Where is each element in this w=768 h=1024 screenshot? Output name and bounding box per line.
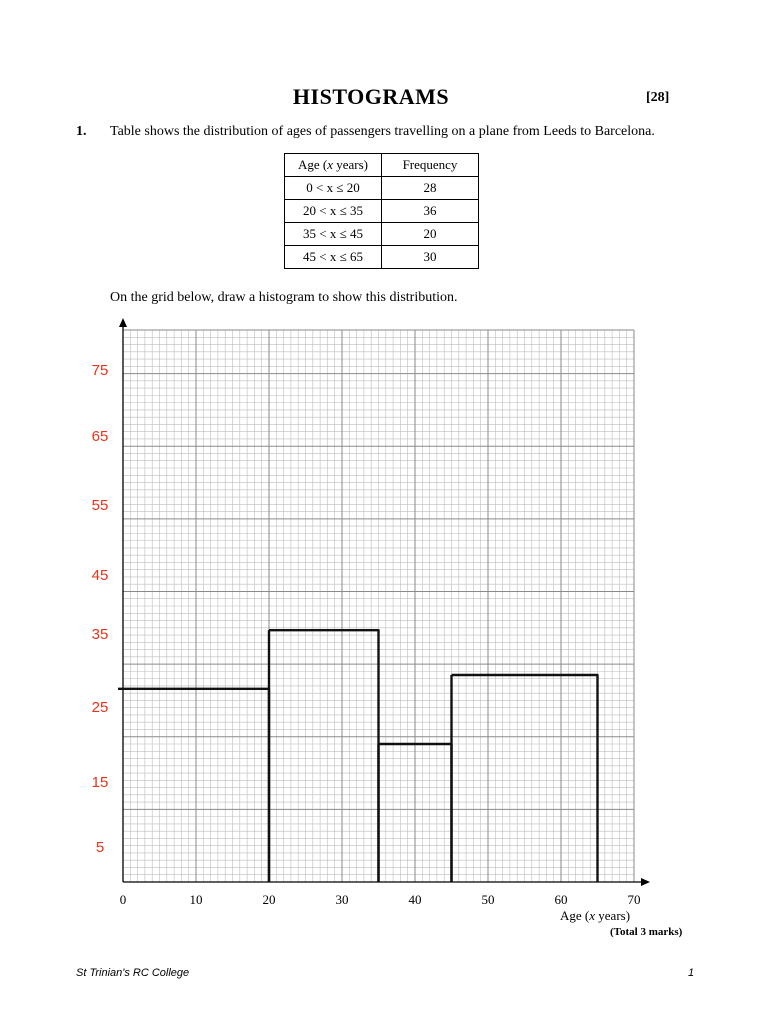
table-cell-frequency: 30 <box>382 246 479 269</box>
frequency-table <box>284 153 479 269</box>
y-tick-label: 25 <box>91 699 109 716</box>
x-axis-label: Age (x years) <box>560 908 631 923</box>
table-header-frequency: Frequency <box>382 154 479 177</box>
table-header-age: Age (x years) <box>285 154 382 177</box>
x-axis-arrow-icon <box>641 878 650 886</box>
x-tick-label: 0 <box>119 892 127 907</box>
histogram-chart <box>0 312 768 912</box>
instruction-text: On the grid below, draw a histogram to show this distribution. <box>110 290 458 305</box>
table-header-row <box>285 154 479 177</box>
x-tick-label: 50 <box>481 892 495 907</box>
y-tick-labels <box>92 362 109 856</box>
y-tick-label: 5 <box>95 839 105 856</box>
x-tick-label: 20 <box>262 892 276 907</box>
footer-school-name: St Trinian's RC College <box>76 967 190 979</box>
x-tick-label: 60 <box>554 892 568 907</box>
table-row <box>285 223 479 246</box>
histogram-bar <box>269 630 379 882</box>
total-marks-badge: [28] <box>646 90 670 105</box>
x-tick-label: 40 <box>408 892 422 907</box>
table-cell-age: 45 < x ≤ 65 <box>285 246 382 269</box>
y-tick-label: 55 <box>91 497 109 514</box>
table-cell-frequency: 36 <box>382 200 479 223</box>
y-axis-arrow-icon <box>119 318 127 327</box>
y-tick-label: 65 <box>91 428 109 445</box>
chart-axes <box>119 318 650 886</box>
table-row <box>285 177 479 200</box>
x-tick-label: 30 <box>335 892 349 907</box>
histogram-bars <box>118 630 598 882</box>
table-cell-age: 20 < x ≤ 35 <box>285 200 382 223</box>
page-title: HISTOGRAMS <box>292 84 450 109</box>
x-tick-labels <box>120 892 641 907</box>
y-tick-label: 45 <box>91 567 109 584</box>
table-cell-frequency: 28 <box>382 177 479 200</box>
question-text: Table shows the distribution of ages of passengers travelling on a plane from Leeds to Barcelona. <box>110 124 655 139</box>
table-row <box>285 246 479 269</box>
table-row <box>285 200 479 223</box>
table-cell-frequency: 20 <box>382 223 479 246</box>
question-number: 1. <box>76 124 87 139</box>
footer-page-number: 1 <box>688 967 695 979</box>
total-marks-text: (Total 3 marks) <box>610 926 683 938</box>
x-tick-label: 10 <box>189 892 203 907</box>
y-tick-label: 35 <box>91 626 109 643</box>
table-cell-age: 35 < x ≤ 45 <box>285 223 382 246</box>
y-tick-label: 75 <box>91 362 109 379</box>
y-tick-label: 15 <box>91 774 109 791</box>
table-cell-age: 0 < x ≤ 20 <box>285 177 382 200</box>
x-tick-label: 70 <box>627 892 641 907</box>
